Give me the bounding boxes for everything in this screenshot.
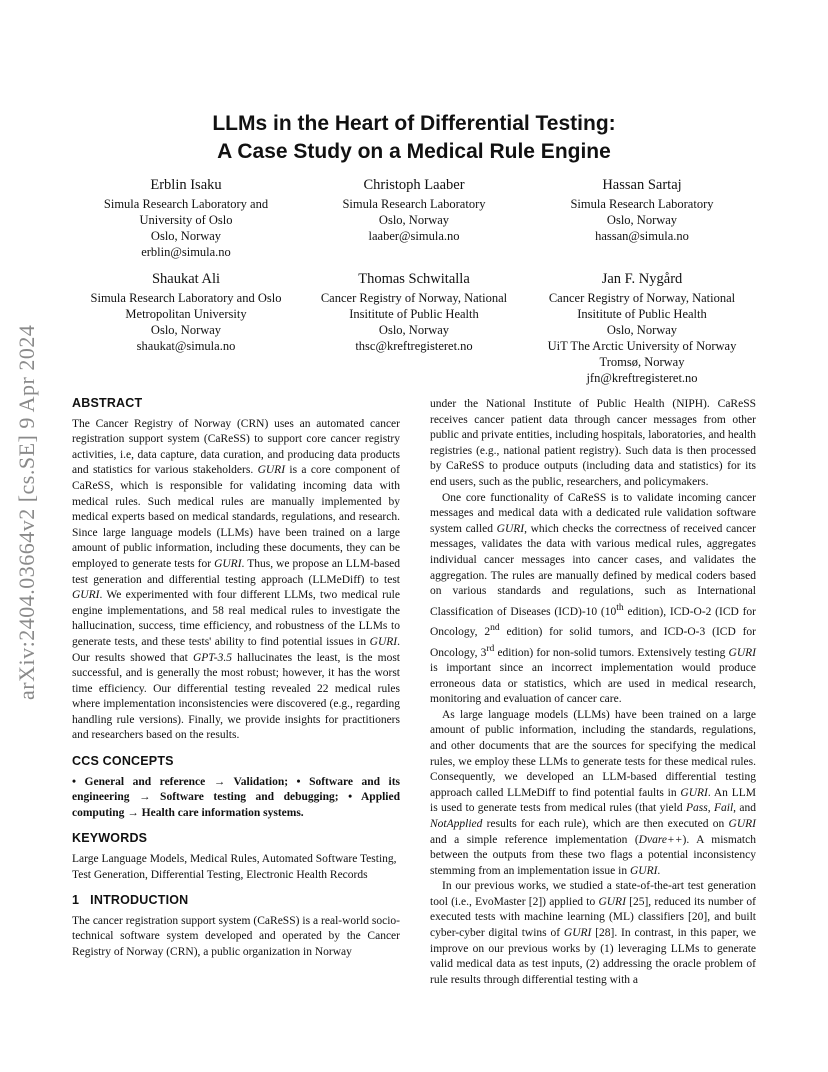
author-email: hassan@simula.no bbox=[595, 229, 689, 243]
superscript: rd bbox=[486, 642, 495, 654]
text-segment: [28]. In contrast, in this paper, we improve on our previous works by (1) leveraging LLMs to generate valid medical data as test inputs, (2) addressing the oracle problem of rule results through differential testing with a bbox=[430, 927, 756, 986]
authors-row-1 bbox=[72, 175, 756, 260]
guri-term: GURI bbox=[563, 927, 592, 940]
guri-term: GURI bbox=[680, 786, 708, 799]
paper-title bbox=[0, 110, 828, 166]
superscript: nd bbox=[490, 622, 500, 634]
author-location: Oslo, Norway bbox=[606, 213, 678, 227]
abstract-heading: ABSTRACT bbox=[72, 396, 143, 410]
author-email: erblin@simula.no bbox=[141, 245, 231, 259]
ccs-text: • General and reference → Validation; • Software and its engineering → Software testing and debugging; • Applied computing → Health care information systems. bbox=[72, 775, 400, 819]
intro-paragraph bbox=[430, 491, 756, 708]
dvare-term: Dvare++ bbox=[638, 833, 683, 846]
abstract-segment: hallucinates the least, is the most successful, and is generally the most robust; however, it has the worst time efficiency. Our differential testing revealed 22 medical rules where implementation inconsistencies were discovered (e.g., regarding handling rule versions). Finally, we provide insights for practitioners and researchers based on the results. bbox=[72, 651, 400, 742]
model-term: GPT-3.5 bbox=[192, 651, 233, 664]
guri-term: GURI bbox=[369, 635, 398, 648]
text-segment: . An LLM is used to generate tests from medical rules (that yield bbox=[430, 786, 756, 815]
author-location: Oslo, Norway bbox=[378, 323, 450, 337]
author-name: Shaukat Ali bbox=[151, 271, 221, 287]
superscript: th bbox=[616, 601, 624, 613]
author-affiliation: Simula Research Laboratory and bbox=[103, 197, 269, 211]
result-term: Pass bbox=[685, 802, 708, 815]
guri-term: GURI bbox=[214, 557, 242, 570]
text-segment: One core functionality of CaReSS is to validate incoming cancer messages and medical data with a dedicated rule validation software system called bbox=[430, 491, 756, 535]
result-term: Fail bbox=[713, 802, 734, 815]
text-segment: ). A mismatch between the outputs from these two flags a potential inconsistency stemming from an implementation issue in bbox=[430, 833, 756, 877]
author-location: Tromsø, Norway bbox=[599, 355, 685, 369]
text-segment: results for each rule), which are then executed on bbox=[482, 817, 729, 830]
author-block bbox=[528, 269, 756, 386]
author-affiliation: Cancer Registry of Norway, National bbox=[320, 291, 508, 305]
arxiv-side-stamp: arXiv:2404.03664v2 [cs.SE] 9 Apr 2024 bbox=[14, 324, 39, 700]
author-name: Jan F. Nygård bbox=[601, 271, 683, 287]
text-segment: As large language models (LLMs) have been trained on a large amount of public information, including the standards, regulations, and other documents that are the sources for specifying the medical rules, we employ these LLMs to generate tests for these medical rules. Consequently, we developed an LLM-based differential testing approach called LLMeDiff to find potential faults in bbox=[430, 708, 756, 799]
author-email: laaber@simula.no bbox=[368, 229, 460, 243]
guri-term: GURI bbox=[598, 895, 626, 908]
text-segment: and a simple reference implementation ( bbox=[430, 833, 639, 846]
author-affiliation: University of Oslo bbox=[139, 213, 233, 227]
author-block bbox=[528, 175, 756, 260]
guri-term: GURI bbox=[257, 464, 286, 477]
author-affiliation: Insititute of Public Health bbox=[577, 307, 707, 321]
author-affiliation: Cancer Registry of Norway, National bbox=[548, 291, 736, 305]
introduction-text: The cancer registration support system (CaReSS) is a real-world socio-technical software system developed and operated by the Cancer Registry of Norway (CRN), a public organization in Norway bbox=[72, 914, 400, 958]
author-affiliation: Insititute of Public Health bbox=[349, 307, 479, 321]
text-segment: edition) for non-solid tumors. Extensively testing bbox=[494, 646, 729, 659]
abstract-segment: . We experimented with four different LLMs, two medical rule engine implementations, and 58 real medical rules to investigate the hallucination, success, time efficiency, and robustness of the LLMs to generate tests, and these tests' ability to find potential issues in bbox=[72, 589, 400, 648]
result-term: NotApplied bbox=[430, 817, 483, 830]
author-block bbox=[72, 175, 300, 260]
author-email: jfn@kreftregisteret.no bbox=[586, 371, 698, 385]
author-name: Thomas Schwitalla bbox=[358, 271, 470, 287]
guri-term: GURI bbox=[728, 646, 757, 659]
keywords-text: Large Language Models, Medical Rules, Automated Software Testing, Test Generation, Differential Testing, Electronic Health Records bbox=[72, 853, 397, 881]
author-affiliation: Metropolitan University bbox=[125, 307, 247, 321]
text-segment: . bbox=[657, 864, 661, 877]
author-affiliation: Simula Research Laboratory bbox=[342, 197, 486, 211]
guri-term: GURI bbox=[72, 589, 100, 602]
ccs-heading: CCS CONCEPTS bbox=[72, 754, 174, 769]
text-segment: , and bbox=[733, 802, 756, 815]
author-name: Hassan Sartaj bbox=[602, 177, 682, 193]
intro-paragraph: under the National Institute of Public Health (NIPH). CaReSS receives cancer patient data through cancer messages from other public and private entities, including hospitals, laboratories, and health registries (e.g., national patient registry). Such data is then processed by CaReSS to produce outputs (including data and statistics) for its end users, such as the public, researchers, and policymakers. bbox=[430, 398, 756, 488]
author-location: Oslo, Norway bbox=[150, 229, 222, 243]
author-email: thsc@kreftregisteret.no bbox=[355, 339, 473, 353]
guri-term: GURI bbox=[496, 522, 525, 535]
author-email: shaukat@simula.no bbox=[136, 339, 236, 353]
text-segment: In our previous works, we studied a state-of-the-art test generation tool (i.e., EvoMaster [2]) applied to bbox=[430, 880, 756, 908]
abstract-segment: . Our results showed that bbox=[72, 635, 400, 664]
author-affiliation: Simula Research Laboratory bbox=[570, 197, 714, 211]
author-block bbox=[300, 269, 528, 386]
right-column bbox=[430, 397, 756, 988]
text-segment: , bbox=[707, 802, 714, 815]
text-segment: edition), ICD-O-2 (ICD for Oncology, 2 bbox=[430, 605, 756, 638]
text-segment: , which checks the correctness of received cancer messages, validates the data with various medical rules, aggregates individual cancer messages into cancer cases, and validates the aggregation. The rules are manually defined by medical coders based on various standards and regulations, such as International Classification of Diseases (ICD)-10 (10 bbox=[430, 522, 756, 618]
guri-term: GURI bbox=[728, 817, 756, 830]
title-line-2: A Case Study on a Medical Rule Engine bbox=[217, 140, 611, 163]
intro-paragraph bbox=[430, 708, 756, 880]
guri-term: GURI bbox=[629, 864, 658, 877]
text-segment: edition) for solid tumors, and ICD-O-3 (ICD for Oncology, 3 bbox=[430, 625, 757, 659]
author-block bbox=[300, 175, 528, 260]
authors-row-2 bbox=[72, 269, 756, 386]
intro-paragraph bbox=[430, 879, 756, 988]
keywords-heading: KEYWORDS bbox=[72, 831, 148, 846]
author-location: Oslo, Norway bbox=[378, 213, 450, 227]
title-line-1: LLMs in the Heart of Differential Testing: bbox=[212, 112, 616, 135]
introduction-heading: 1 INTRODUCTION bbox=[72, 893, 189, 908]
author-affiliation: Simula Research Laboratory and Oslo bbox=[90, 291, 282, 305]
author-location: Oslo, Norway bbox=[606, 323, 678, 337]
author-name: Christoph Laaber bbox=[363, 177, 465, 193]
left-column bbox=[72, 396, 400, 961]
text-segment: [25], reduced its number of executed tests with machine learning (ML) classifiers [20], and built cyber-cyber digital twins of bbox=[430, 895, 756, 940]
abstract-segment: . Thus, we propose an LLM-based test generation and differential testing approach (LLMeDiff) to test bbox=[72, 557, 400, 586]
text-segment: is important since an incorrect implementation would produce erroneous data or statistics, which are used in medical research, monitoring and evaluation of cancer care. bbox=[430, 661, 756, 706]
abstract-text bbox=[72, 417, 400, 744]
author-affiliation: UiT The Arctic University of Norway bbox=[547, 339, 737, 353]
abstract-segment: is a core component of CaReSS, which is responsible for validating incoming data with medical rules. Such medical rules are manually implemented by medical experts based on medical standards, regulations, and research. Since large language models (LLMs) have been trained on a large amount of public information, including these documents, they can be employed to generate tests for bbox=[72, 464, 400, 570]
author-block bbox=[72, 269, 300, 386]
author-name: Erblin Isaku bbox=[150, 177, 222, 193]
abstract-segment: The Cancer Registry of Norway (CRN) uses an automated cancer registration support system (CaReSS) to support core cancer registry activities, i.e, data capture, data curation, and producing data products and statistics for various stakeholders. bbox=[72, 417, 400, 477]
author-location: Oslo, Norway bbox=[150, 323, 222, 337]
